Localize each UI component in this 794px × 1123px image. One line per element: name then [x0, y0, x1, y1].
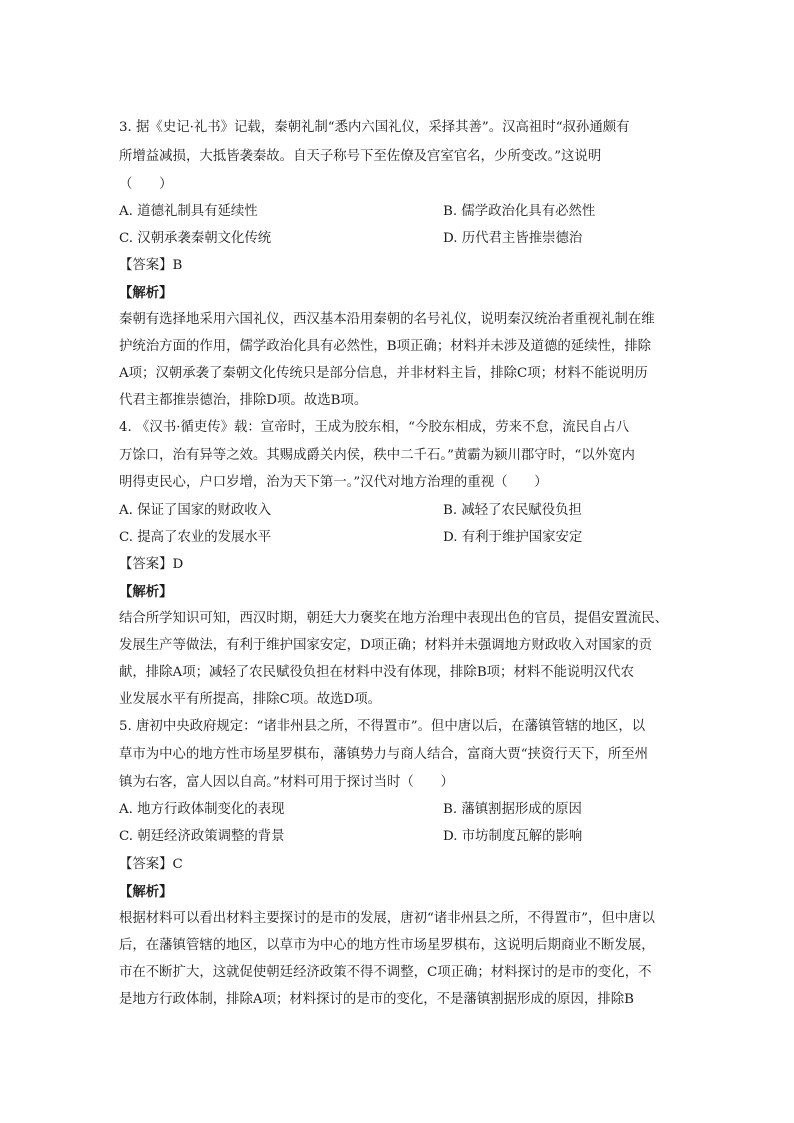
q5-analysis-label: 【解析】 [119, 884, 173, 900]
q3-option-a: A. 道德礼制具有延续性 [119, 204, 258, 219]
q3-stem-line-2: 所增益减损，大抵皆袭秦故。自天子称号下至佐僚及宫室官名，少所变改。”这说明 [119, 149, 602, 164]
q3-option-b: B. 儒学政治化具有必然性 [443, 204, 596, 219]
q4-stem-line-3: 明得吏民心，户口岁增，治为天下第一。”汉代对地方治理的重视（ ） [119, 475, 548, 490]
q3-stem-line-3: （ ） [119, 177, 173, 192]
q5-stem-line-1: 5. 唐初中央政府规定：“诸非州县之所，不得置市”。但中唐以后，在藩镇管辖的地区，以 [119, 719, 646, 734]
q3-analysis-line-2: 护统治方面的作用，儒学政治化具有必然性，B项正确；材料并未涉及道德的延续性，排除 [119, 339, 652, 354]
q5-option-a: A. 地方行政体制变化的表现 [119, 802, 285, 817]
q3-answer: 【答案】B [119, 258, 183, 273]
q5-option-c: C. 朝廷经济政策调整的背景 [119, 829, 285, 844]
q4-option-d: D. 有利于维护国家安定 [443, 530, 583, 545]
q4-analysis-line-4: 业发展水平有所提高，排除C项。故选D项。 [119, 692, 382, 707]
q5-analysis-line-4: 是地方行政体制，排除A项；材料探讨的是市的变化，不是藩镇割据形成的原因，排除B [119, 992, 634, 1007]
q3-analysis-label: 【解析】 [119, 285, 173, 301]
q4-answer: 【答案】D [119, 557, 184, 572]
q4-analysis-line-3: 献，排除A项；减轻了农民赋役负担在材料中没有体现，排除B项；材料不能说明汉代农 [119, 665, 634, 680]
q4-stem-line-1: 4. 《汉书·循吏传》载：宣帝时，王成为胶东相，“今胶东相成，劳来不怠，流民自占八 [119, 420, 630, 435]
q3-stem-line-1: 3. 据《史记·礼书》记载，秦朝礼制“悉内六国礼仪，采择其善”。汉高祖时“叔孙通颇有 [119, 120, 630, 135]
q4-stem-line-2: 万馀口，治有异等之效。其赐成爵关内侯，秩中二千石。”黄霸为颍川郡守时，“以外宽内 [119, 448, 635, 463]
q5-stem-line-2: 草市为中心的地方性市场星罗棋布，藩镇势力与商人结合，富商大贾“挟资行天下，所至州 [119, 747, 649, 762]
q5-analysis-line-3: 市在不断扩大，这就促使朝廷经济政策不得不调整，C项正确；材料探讨的是市的变化，不 [119, 965, 652, 980]
q4-analysis-line-1: 结合所学知识可知，西汉时期，朝廷大力褒奖在地方治理中表现出色的官员，提倡安置流民、 [119, 611, 669, 626]
q4-analysis-label: 【解析】 [119, 584, 173, 600]
q5-option-d: D. 市坊制度瓦解的影响 [443, 829, 583, 844]
q5-analysis-line-2: 后，在藩镇管辖的地区，以草市为中心的地方性市场星罗棋布，这说明后期商业不断发展， [119, 938, 655, 953]
q3-option-d: D. 历代君主皆推崇德治 [443, 231, 583, 246]
q5-answer: 【答案】C [119, 857, 183, 872]
q3-analysis-line-4: 代君主都推崇德治，排除D项。故选B项。 [119, 393, 368, 408]
q4-analysis-line-2: 发展生产等做法，有利于维护国家安定，D项正确；材料并未强调地方财政收入对国家的贡 [119, 638, 652, 653]
q3-analysis-line-1: 秦朝有选择地采用六国礼仪，西汉基本沿用秦朝的名号礼仪，说明秦汉统治者重视礼制在维 [119, 312, 655, 327]
q5-stem-line-3: 镇为右客，富人因以自高。”材料可用于探讨当时（ ） [119, 775, 454, 790]
q5-analysis-line-1: 根据材料可以看出材料主要探讨的是市的发展，唐初“诸非州县之所，不得置市”，但中唐以 [119, 911, 655, 926]
q3-option-c: C. 汉朝承袭秦朝文化传统 [119, 231, 272, 246]
q5-option-b: B. 藩镇割据形成的原因 [443, 802, 582, 817]
q4-option-b: B. 减轻了农民赋役负担 [443, 503, 582, 518]
q3-analysis-line-3: A项；汉朝承袭了秦朝文化传统只是部分信息，并非材料主旨，排除C项；材料不能说明历 [119, 366, 648, 381]
q4-option-c: C. 提高了农业的发展水平 [119, 530, 272, 545]
q4-option-a: A. 保证了国家的财政收入 [119, 503, 272, 518]
